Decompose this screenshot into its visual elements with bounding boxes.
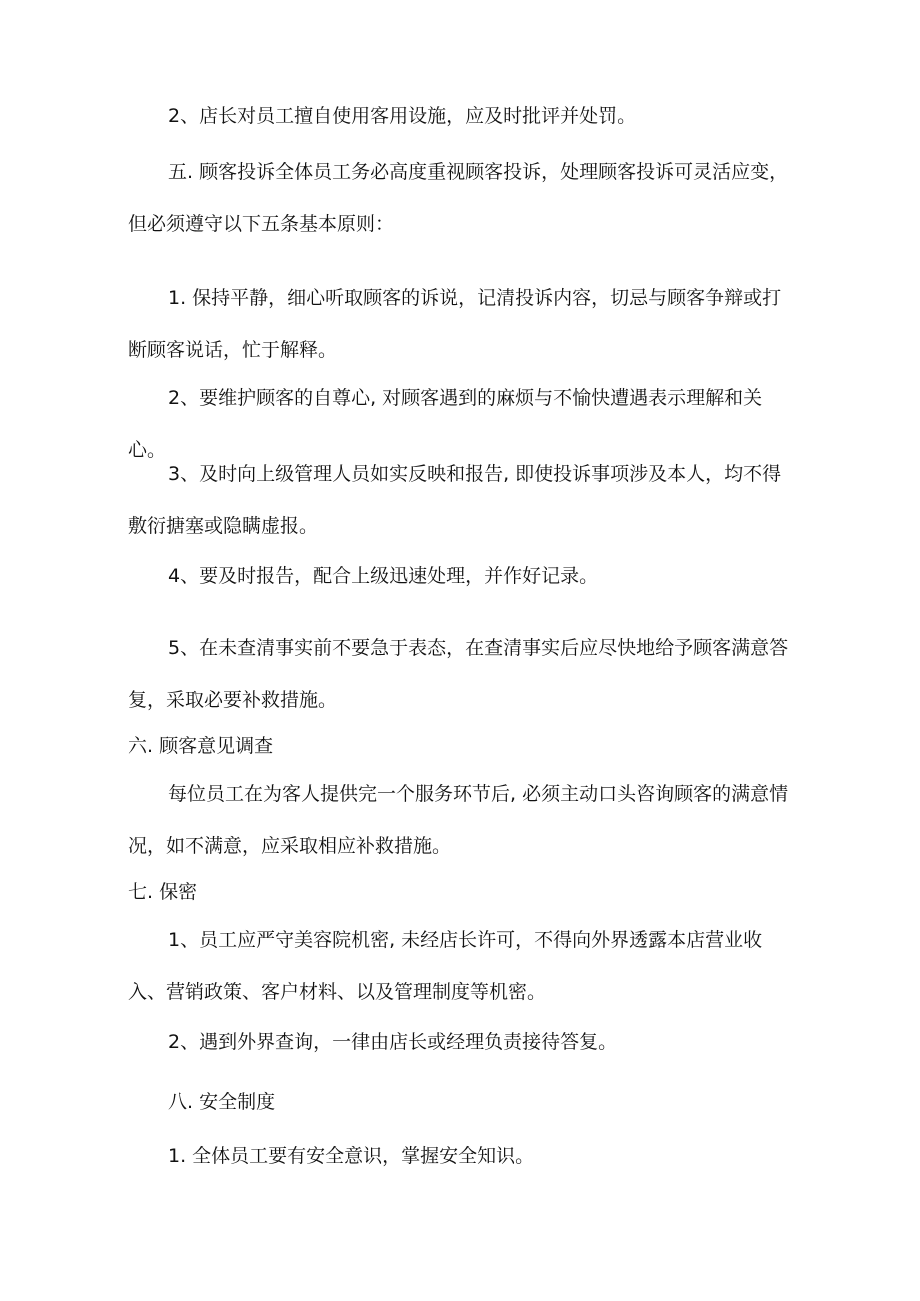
paragraph-section-5-complaints: 五. 顾客投诉全体员工务必高度重视顾客投诉，处理顾客投诉可灵活应变，但必须遵守以下五条基本原则： bbox=[128, 161, 789, 235]
paragraph-complaint-principle-1: 1. 保持平静，细心听取顾客的诉说，记清投诉内容，切忌与顾客争辩或打断顾客说话，忙于解释。 bbox=[128, 287, 782, 361]
paragraph-confidentiality-1: 1、员工应严守美容院机密, 未经店长许可，不得向外界透露本店营业收入、营销政策、客户材料、以及管理制度等机密。 bbox=[128, 929, 763, 1003]
paragraph-complaint-principle-3: 3、及时向上级管理人员如实反映和报告, 即使投诉事项涉及本人，均不得敷衍搪塞或隐瞒虚报。 bbox=[128, 463, 782, 537]
heading-section-8-safety: 八. 安全制度 bbox=[168, 1091, 276, 1113]
paragraph-complaint-principle-2: 2、要维护顾客的自尊心, 对顾客遇到的麻烦与不愉快遭遇表示理解和关心。 bbox=[128, 387, 763, 461]
paragraph-complaint-principle-4: 4、要及时报告，配合上级迅速处理，并作好记录。 bbox=[168, 565, 599, 587]
paragraph-rule-2-facilities: 2、店长对员工擅自使用客用设施，应及时批评并处罚。 bbox=[168, 105, 637, 127]
paragraph-safety-1: 1. 全体员工要有安全意识，掌握安全知识。 bbox=[168, 1145, 535, 1167]
heading-section-7-confidentiality: 七. 保密 bbox=[128, 881, 198, 903]
paragraph-complaint-principle-5: 5、在未查清事实前不要急于表态，在查清事实后应尽快地给予顾客满意答复，采取必要补救措施。 bbox=[128, 637, 789, 711]
heading-section-6-survey: 六. 顾客意见调查 bbox=[128, 735, 274, 757]
paragraph-survey-body: 每位员工在为客人提供完一个服务环节后, 必须主动口头咨询顾客的满意情况，如不满意，应采取相应补救措施。 bbox=[128, 783, 789, 857]
paragraph-confidentiality-2: 2、遇到外界查询，一律由店长或经理负责接待答复。 bbox=[168, 1031, 618, 1053]
